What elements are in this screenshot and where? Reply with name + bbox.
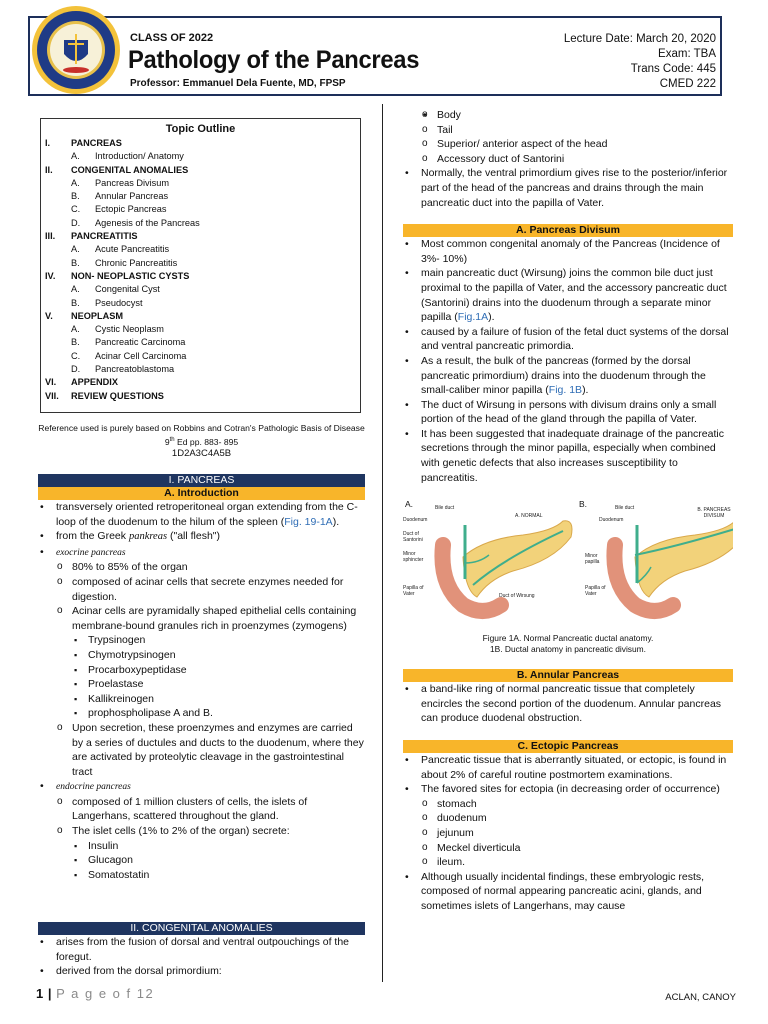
figure-label: Duodenum — [599, 517, 624, 524]
list-item: o Accessory duct of Santorini — [421, 152, 733, 167]
pancreas-duct-figure — [403, 499, 733, 629]
text: ). — [582, 384, 589, 397]
list-item — [38, 779, 365, 882]
outline-subsection — [41, 243, 360, 256]
edition-suffix: th — [169, 437, 175, 443]
outline-number: III. — [45, 231, 56, 242]
outline-subsection — [41, 323, 360, 336]
outline-subsection — [41, 150, 360, 163]
dorsal-parts-list — [403, 108, 733, 166]
outline-section — [41, 270, 360, 283]
trans-code: Trans Code: 445 — [630, 63, 716, 75]
class-of: CLASS OF 2022 — [130, 32, 214, 44]
list-item: • derived from the dorsal primordium: — [38, 964, 365, 979]
outline-number: A. — [71, 244, 80, 255]
outline-section — [41, 230, 360, 243]
outline-subsection — [41, 257, 360, 270]
figure-label: Duct of Santorini — [403, 531, 423, 544]
outline-subsection — [41, 350, 360, 363]
annular-list — [403, 682, 733, 726]
outline-text: Annular Pancreas — [95, 191, 169, 202]
text: ). — [332, 515, 340, 528]
figure-label: Duodenum — [403, 517, 428, 524]
figure-label: Bile duct — [435, 505, 455, 512]
text: ). — [488, 311, 495, 324]
list-item: • Pancreatic tissue that is aberrantly situated, or ectopic, is found in about 2% of careful routine postmortem examinations. — [403, 753, 733, 782]
outline-number: VII. — [45, 390, 59, 401]
exocrine-list — [56, 560, 365, 779]
hormone-list — [72, 839, 365, 883]
text: The favored sites for ectopia (in decreasing order of occurrence) — [421, 783, 720, 796]
text: transversely oriented retroperitoneal organ extending from the C-loop of the duodenum to the hilum of the spleen ( — [56, 501, 358, 528]
page-label: P a g e o f 12 — [56, 986, 155, 1001]
zymogen-list — [72, 633, 365, 721]
outline-section — [41, 390, 360, 403]
list-item: ▪ Insulin — [72, 839, 365, 854]
list-item: • Normally, the ventral primordium gives rise to the posterior/inferior part of the head of the pancreas and drains through the main pancreatic duct into the papilla of Vater. — [403, 166, 733, 210]
outline-subsection — [41, 283, 360, 296]
outline-section — [41, 137, 360, 150]
outline-section — [41, 376, 360, 389]
course-code: CMED 222 — [659, 78, 716, 90]
text: ("all flesh") — [167, 530, 221, 543]
outline-text: Congenital Cyst — [95, 284, 160, 295]
outline-subsection — [41, 177, 360, 190]
figure-caption — [403, 633, 733, 655]
italic-term: pankreas — [128, 531, 168, 543]
list-item: ▪ Glucagon — [72, 853, 365, 868]
figure-label: Minor sphincter — [403, 551, 424, 564]
outline-number: B. — [71, 191, 80, 202]
outline-subsection — [41, 217, 360, 230]
outline-subsection — [41, 190, 360, 203]
list-item — [403, 266, 733, 324]
list-item — [38, 529, 365, 545]
outline-number: C. — [71, 204, 81, 215]
figure-label: Duct of Wirsung — [499, 593, 535, 600]
caption-line: Figure 1A. Normal Pancreatic ductal anatomy. — [482, 633, 654, 644]
figure-label-normal: A. NORMAL — [515, 513, 543, 520]
list-item: o 80% to 85% of the organ — [56, 560, 365, 575]
outline-subsection — [41, 363, 360, 376]
edition-number: 9 — [164, 436, 170, 447]
text: The islet cells (1% to 2% of the organ) secrete: — [72, 825, 290, 838]
text: As a result, the bulk of the pancreas (formed by the dorsal pancreatic primordium) drains into the duodenum through the small-caliber minor papilla ( — [421, 354, 706, 397]
topic-outline — [40, 118, 361, 413]
list-item: • It has been suggested that inadequate drainage of the pancreatic secretions through the minor papilla, especially when combined with genetic defects that also increases susceptibility to pancreatitis. — [403, 427, 733, 485]
list-item: o ileum. — [421, 855, 733, 870]
figure-label: Minor papilla — [585, 553, 600, 566]
outline-number: V. — [45, 310, 53, 321]
professor: Professor: Emmanuel Dela Fuente, MD, FPSP — [130, 78, 346, 89]
outline-subsection — [41, 297, 360, 310]
endocrine-list — [56, 795, 365, 883]
list-item: • Most common congenital anomaly of the Pancreas (Incidence of 3%- 10%) — [403, 237, 733, 266]
outline-number: C. — [71, 350, 81, 361]
outline-number: A. — [71, 151, 80, 162]
list-item: ▪ prophospholipase A and B. — [72, 706, 365, 721]
outline-section — [41, 310, 360, 323]
outline-text: REVIEW QUESTIONS — [71, 390, 164, 401]
column-divider — [382, 104, 383, 982]
outline-text: Agenesis of the Pancreas — [95, 217, 200, 228]
ectopic-list — [403, 753, 733, 914]
dorsal-parts — [421, 108, 733, 166]
outline-text: APPENDIX — [71, 377, 118, 388]
outline-text: NON- NEOPLASTIC CYSTS — [71, 270, 190, 281]
outline-text: Introduction/ Anatomy — [95, 151, 184, 162]
page-number: 1 — [36, 986, 44, 1001]
document-title: Pathology of the Pancreas — [128, 46, 420, 74]
outline-number: B. — [71, 297, 80, 308]
outline-number: II. — [45, 164, 53, 175]
subsection-bar-introduction: A. Introduction — [38, 487, 365, 500]
list-item: ▪ Procarboxypeptidase — [72, 663, 365, 678]
outline-text: Pancreas Divisum — [95, 177, 170, 188]
left-column-lower — [38, 922, 365, 979]
list-item: o jejunum — [421, 826, 733, 841]
section-bar-pancreas: I. PANCREAS — [38, 474, 365, 487]
outline-section — [41, 164, 360, 177]
outline-number: B. — [71, 257, 80, 268]
panel-b-label: B. — [579, 499, 588, 510]
ventral-list — [403, 166, 733, 210]
introduction-list — [38, 500, 365, 882]
ectopia-sites — [421, 797, 733, 870]
outline-number: IV. — [45, 270, 56, 281]
list-item: o Tail — [421, 123, 733, 138]
outline-number: VI. — [45, 377, 57, 388]
outline-number: I. — [45, 138, 51, 148]
page-footer: 1 | P a g e o f 12 — [36, 986, 155, 1001]
outline-text: Acinar Cell Carcinoma — [95, 350, 187, 361]
figure-link[interactable]: Fig. 1B — [548, 384, 583, 397]
list-item: o Superior/ anterior aspect of the head — [421, 137, 733, 152]
outline-text: Pancreatoblastoma — [95, 364, 175, 375]
list-item — [56, 604, 365, 721]
exam-date: Exam: TBA — [658, 48, 716, 60]
outline-text: Cystic Neoplasm — [95, 324, 164, 335]
italic-term: exocrine pancreas — [56, 547, 126, 558]
outline-text: CONGENITAL ANOMALIES — [71, 164, 189, 175]
figure-link[interactable]: Fig.1A — [457, 311, 489, 324]
list-item: ▪ Kallikreinogen — [72, 692, 365, 707]
outline-text: Pancreatic Carcinoma — [95, 337, 186, 348]
reference-note — [38, 422, 365, 460]
outline-number: B. — [71, 337, 80, 348]
edition-pages: Ed pp. 883- 895 — [174, 436, 239, 447]
footer-authors: ACLAN, CANOY — [665, 992, 736, 1003]
text: Acinar cells are pyramidally shaped epithelial cells containing membrane-bound granules rich in proenzymes (zymogens) — [72, 605, 357, 632]
list-item — [38, 500, 365, 529]
list-item — [403, 354, 733, 398]
outline-number: D. — [71, 217, 81, 228]
figure-link[interactable]: Fig. 19-1A — [284, 515, 333, 528]
list-item: • caused by a failure of fusion of the fetal duct systems of the dorsal and ventral pancreatic primordia. — [403, 325, 733, 354]
list-item: • arises from the fusion of dorsal and ventral outpouchings of the foregut. — [38, 935, 365, 964]
outline-rows — [41, 137, 360, 403]
outline-title: Topic Outline — [165, 123, 236, 135]
reference-line2 — [38, 434, 365, 448]
subsection-bar-divisum: A. Pancreas Divisum — [403, 224, 733, 237]
list-item: • Although usually incidental findings, these embryologic rests, composed of normal appearing pancreatic acini, glands, and sometimes islets of Langerhans, may cause — [403, 870, 733, 914]
list-item: o composed of acinar cells that secrete enzymes needed for digestion. — [56, 575, 365, 604]
caption-line: 1B. Ductal anatomy in pancreatic divisum. — [490, 644, 646, 655]
outline-number: A. — [71, 177, 80, 188]
subsection-bar-ectopic: C. Ectopic Pancreas — [403, 740, 733, 753]
list-item: o composed of 1 million clusters of cells, the islets of Langerhans, scattered throughout the gland. — [56, 795, 365, 824]
list-item: o duodenum — [421, 811, 733, 826]
outline-text: Acute Pancreatitis — [95, 244, 170, 255]
right-column — [403, 108, 733, 914]
list-item: ▪ Proelastase — [72, 677, 365, 692]
reference-line1: Reference used is purely based on Robbins and Cotran's Pathologic Basis of Disease — [38, 423, 365, 433]
panel-a-label: A. — [405, 499, 414, 510]
text: from the Greek — [56, 530, 129, 543]
outline-text: PANCREAS — [71, 138, 122, 148]
section-bar-congenital: II. CONGENITAL ANOMALIES — [38, 922, 365, 935]
list-item: o Upon secretion, these proenzymes and enzymes are carried by a series of ductules and ducts to the duodenum, where they are activated by proteolytic cleavage in the gastrointestinal tract — [56, 721, 365, 779]
reference-code: 1D2A3C4A5B — [171, 447, 232, 459]
lecture-date: Lecture Date: March 20, 2020 — [563, 33, 716, 45]
outline-subsection — [41, 336, 360, 349]
congenital-list — [38, 935, 365, 979]
outline-text: PANCREATITIS — [71, 231, 138, 242]
left-column — [38, 474, 365, 882]
divisum-pancreas-drawing — [614, 521, 733, 611]
list-item — [38, 545, 365, 780]
figure-label-divisum: B. PANCREAS DIVISUM — [697, 507, 731, 520]
lecture-meta — [564, 32, 716, 92]
outline-number: A. — [71, 284, 80, 295]
list-item: ▪ Somatostatin — [72, 868, 365, 883]
list-item: ▪ Trypsinogen — [72, 633, 365, 648]
italic-term: endocrine pancreas — [56, 782, 131, 793]
university-seal-logo — [30, 4, 122, 96]
outline-number: D. — [71, 364, 81, 375]
list-item: o stomach — [421, 797, 733, 812]
outline-text: Ectopic Pancreas — [95, 204, 167, 215]
list-item: o Meckel diverticula — [421, 841, 733, 856]
outline-number: A. — [71, 324, 80, 335]
subsection-bar-annular: B. Annular Pancreas — [403, 669, 733, 682]
outline-subsection — [41, 203, 360, 216]
figure-label: Papilla of Vater — [403, 585, 424, 598]
list-item — [403, 782, 733, 870]
pancreas-illustration — [403, 505, 733, 625]
outline-text: Pseudocyst — [95, 297, 143, 308]
divisum-list — [403, 237, 733, 485]
list-item: • The duct of Wirsung in persons with divisum drains only a small portion of the head of the gland through the papilla of Vater. — [403, 398, 733, 427]
outline-text: NEOPLASM — [71, 310, 124, 321]
list-item: • a band-like ring of normal pancreatic tissue that completely encircles the second portion of the duodenum. Annular pancreas can produce duodenal obstruction. — [403, 682, 733, 726]
list-item: o • Body — [421, 108, 733, 123]
figure-label: Papilla of Vater — [585, 585, 606, 598]
list-item — [56, 824, 365, 882]
list-item — [421, 108, 733, 166]
figure-label: Bile duct — [615, 505, 635, 512]
list-item: ▪ Chymotrypsinogen — [72, 648, 365, 663]
text: main pancreatic duct (Wirsung) joins the common bile duct just proximal to the papilla of Vater, and the accessory pancreatic duct (Santorini) drains into the duodenum through a separate minor papilla ( — [421, 267, 727, 324]
outline-text: Chronic Pancreatitis — [95, 257, 178, 268]
